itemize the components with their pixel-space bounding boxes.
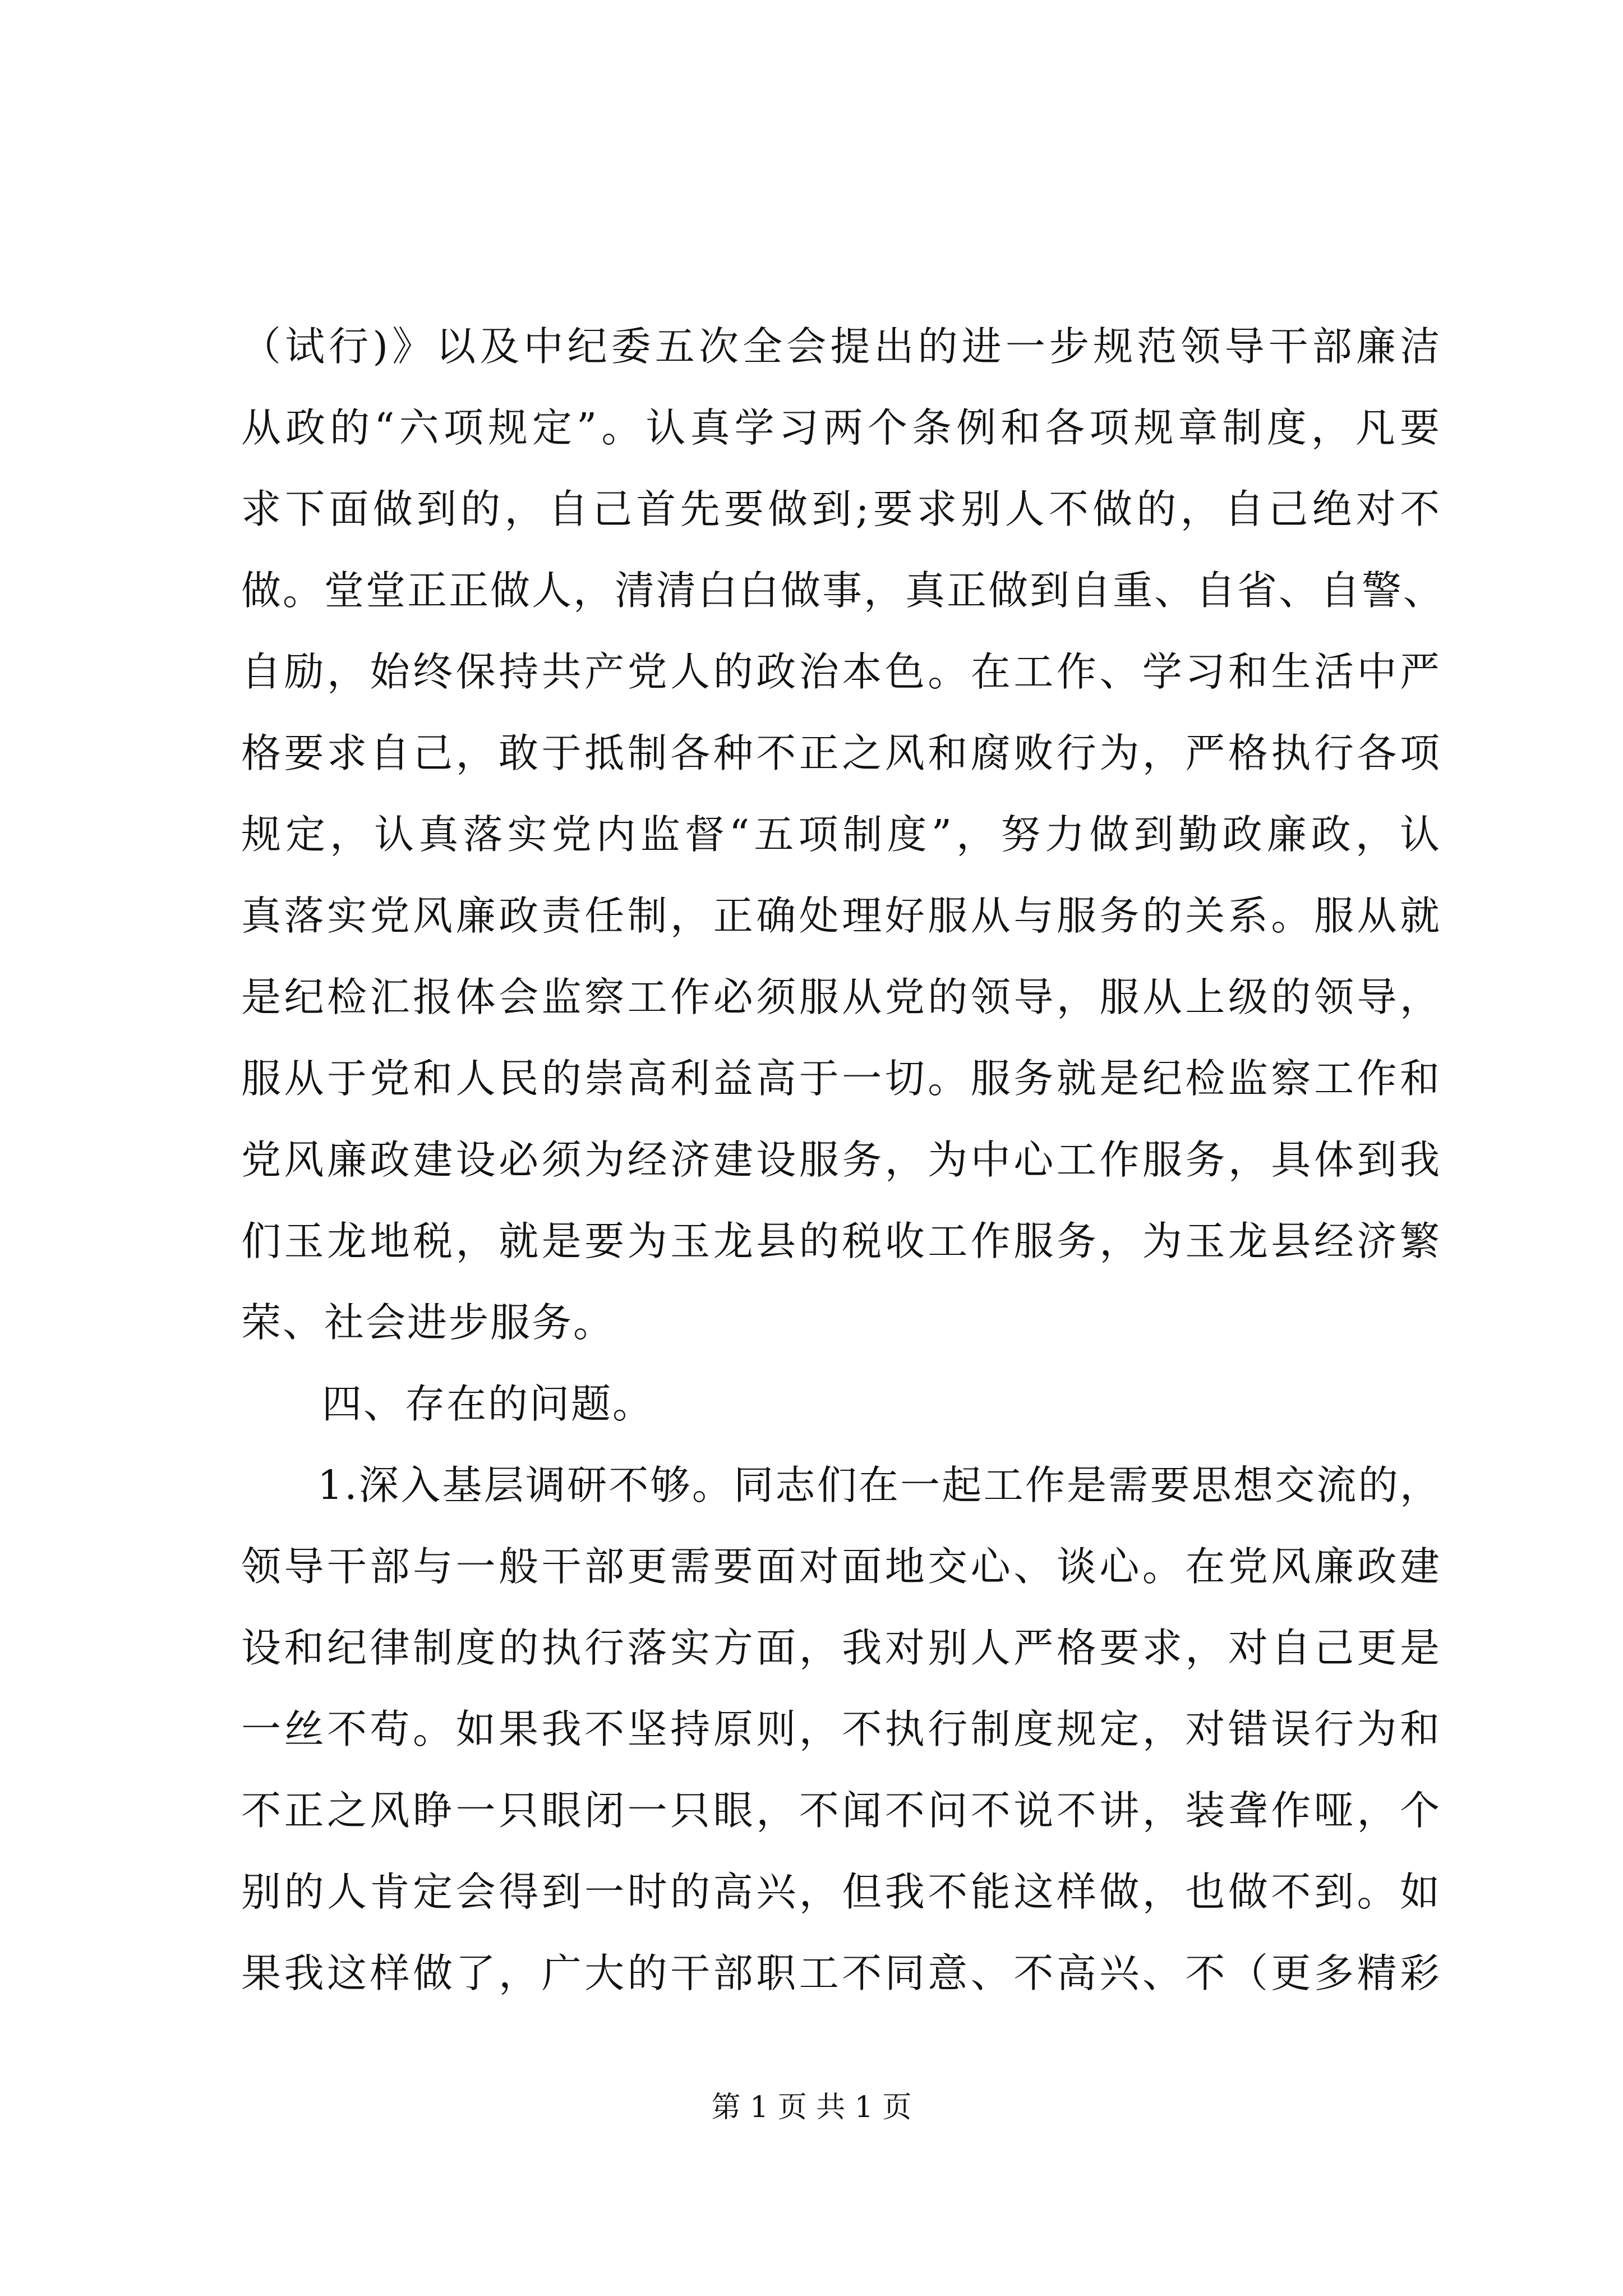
text-line: 服从于党和人民的崇高利益高于一切。服务就是纪检监察工作和 (241, 1055, 1441, 1102)
section-heading: 四、存在的问题。 (322, 1381, 654, 1427)
text-line: 真落实党风廉政责任制，正确处理好服从与服务的关系。服从就 (241, 892, 1441, 939)
text-line: 党风廉政建设必须为经济建设服务，为中心工作服务，具体到我 (241, 1137, 1441, 1183)
text-line: 做。堂堂正正做人，清清白白做事，真正做到自重、自省、自警、 (241, 567, 1445, 614)
text-line: 别的人肯定会得到一时的高兴，但我不能这样做，也做不到。如 (241, 1869, 1441, 1915)
text-line: 求下面做到的，自己首先要做到;要求别人不做的，自己绝对不 (241, 486, 1441, 532)
text-line: 设和纪律制度的执行落实方面，我对别人严格要求，对自己更是 (241, 1625, 1441, 1671)
text-line: 从政的“六项规定”。认真学习两个条例和各项规章制度，凡要 (241, 404, 1441, 451)
text-line: 不正之风睁一只眼闭一只眼，不闻不问不说不讲，装聋作哑，个 (241, 1787, 1441, 1834)
text-line: 们玉龙地税，就是要为玉龙县的税收工作服务，为玉龙县经济繁 (241, 1218, 1441, 1264)
text-line: （试行)》以及中纪委五次全会提出的进一步规范领导干部廉洁 (241, 323, 1441, 370)
page-number-label: 第 1 页 共 1 页 (711, 2091, 912, 2124)
text-line: 规定，认真落实党内监督“五项制度”，努力做到勤政廉政，认 (241, 811, 1441, 858)
text-line: 是纪检汇报体会监察工作必须服从党的领导，服从上级的领导， (241, 974, 1441, 1020)
text-line: 一丝不苟。如果我不坚持原则，不执行制度规定，对错误行为和 (241, 1706, 1441, 1752)
text-line: 格要求自己，敢于抵制各种不正之风和腐败行为，严格执行各项 (241, 730, 1441, 776)
text-line: 自励，始终保持共产党人的政治本色。在工作、学习和生活中严 (241, 648, 1441, 695)
text-line: 领导干部与一般干部更需要面对面地交心、谈心。在党风廉政建 (241, 1543, 1441, 1590)
text-line: 果我这样做了，广大的干部职工不同意、不高兴、不（更多精彩 (241, 1950, 1441, 1996)
page-footer (0, 2088, 1623, 2127)
text-line: 荣、社会进步服务。 (241, 1299, 615, 1346)
text-line: 1.深入基层调研不够。同志们在一起工作是需要思想交流的， (317, 1462, 1441, 1508)
